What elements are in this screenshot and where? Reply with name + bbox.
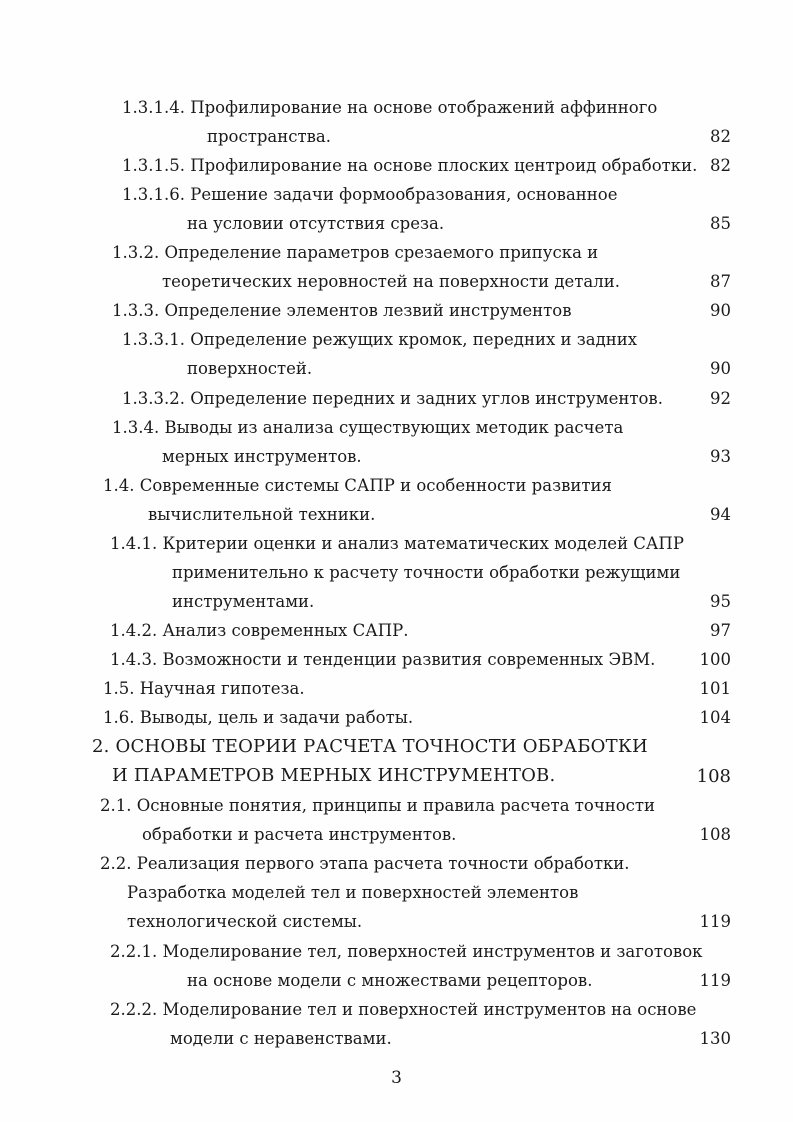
- toc-entry-1-4-3: 1.4.3. Возможности и тенденции развития современных ЭВМ.: [110, 650, 656, 669]
- toc-page-2-2: 119: [699, 912, 731, 931]
- toc-entry-1-4-1: 1.4.1. Критерии оценки и анализ математических моделей САПР: [110, 534, 684, 553]
- toc-page-1-4-2: 97: [710, 621, 731, 640]
- toc-page-1-3-3-2: 92: [710, 389, 731, 408]
- toc-entry-1-3-1-6: 1.3.1.6. Решение задачи формообразования, основанное: [122, 185, 618, 204]
- toc-entry-2-2: 2.2. Реализация первого этапа расчета точности обработки.: [100, 854, 630, 873]
- toc-entry-1-3-3-1-cont: поверхностей.: [187, 359, 313, 378]
- toc-page-1-3-1-4: 82: [710, 127, 731, 146]
- toc-entry-1-3-4-cont: мерных инструментов.: [162, 447, 362, 466]
- toc-entry-1-6: 1.6. Выводы, цель и задачи работы.: [103, 708, 414, 727]
- toc-page-1-6: 104: [699, 708, 731, 727]
- toc-page-1-4: 94: [710, 505, 731, 524]
- toc-entry-1-3-1-4-cont: пространства.: [207, 127, 331, 146]
- toc-page-1-3-3-1: 90: [710, 359, 731, 378]
- toc-entry-1-3-1-4: 1.3.1.4. Профилирование на основе отображений аффинного: [122, 98, 658, 117]
- toc-page-1-3-1-5: 82: [710, 156, 731, 175]
- toc-entry-1-4-cont: вычислительной техники.: [148, 505, 376, 524]
- toc-entry-1-3-3: 1.3.3. Определение элементов лезвий инструментов: [112, 301, 572, 320]
- toc-entry-1-4: 1.4. Современные системы САПР и особенности развития: [103, 476, 612, 495]
- toc-page-2-2-1: 119: [699, 971, 731, 990]
- toc-page-1-3-4: 93: [710, 447, 731, 466]
- toc-entry-2-2-2-cont: модели с неравенствами.: [170, 1029, 392, 1048]
- toc-page-1-3-2: 87: [710, 272, 731, 291]
- toc-entry-1-4-1-cont2: инструментами.: [172, 592, 315, 611]
- toc-entry-1-3-1-6-cont: на условии отсутствия среза.: [187, 214, 445, 233]
- toc-entry-1-4-1-cont1: применительно к расчету точности обработки режущими: [172, 563, 681, 582]
- toc-chapter-2: 2. ОСНОВЫ ТЕОРИИ РАСЧЕТА ТОЧНОСТИ ОБРАБОТКИ: [92, 736, 648, 757]
- toc-page-2: 108: [696, 766, 731, 787]
- toc-page-2-2-2: 130: [699, 1029, 731, 1048]
- toc-page-1-4-3: 100: [699, 650, 731, 669]
- toc-entry-2-2-2: 2.2.2. Моделирование тел и поверхностей инструментов на основе: [110, 1000, 697, 1019]
- toc-page-1-5: 101: [699, 679, 731, 698]
- toc-entry-1-3-1-5: 1.3.1.5. Профилирование на основе плоских центроид обработки.: [122, 156, 698, 175]
- toc-entry-1-3-4: 1.3.4. Выводы из анализа существующих методик расчета: [112, 418, 624, 437]
- toc-entry-1-3-2-cont: теоретических неровностей на поверхности детали.: [162, 272, 620, 291]
- toc-entry-1-5: 1.5. Научная гипотеза.: [103, 679, 305, 698]
- toc-page-1-3-1-6: 85: [710, 214, 731, 233]
- toc-page-1-4-1: 95: [710, 592, 731, 611]
- toc-entry-2-2-1: 2.2.1. Моделирование тел, поверхностей инструментов и заготовок: [110, 942, 703, 961]
- toc-entry-1-4-2: 1.4.2. Анализ современных САПР.: [110, 621, 409, 640]
- toc-entry-2-1: 2.1. Основные понятия, принципы и правила расчета точности: [100, 796, 656, 815]
- toc-page-2-1: 108: [699, 825, 731, 844]
- toc-chapter-2-cont: И ПАРАМЕТРОВ МЕРНЫХ ИНСТРУМЕНТОВ.: [112, 765, 556, 786]
- toc-entry-2-2-cont1: Разработка моделей тел и поверхностей элементов: [127, 883, 579, 902]
- toc-entry-1-3-3-1: 1.3.3.1. Определение режущих кромок, передних и задних: [122, 330, 638, 349]
- page-number: 3: [391, 1068, 402, 1088]
- toc-entry-2-2-cont2: технологической системы.: [127, 912, 363, 931]
- toc-page-1-3-3: 90: [710, 301, 731, 320]
- toc-entry-2-1-cont: обработки и расчета инструментов.: [142, 825, 457, 844]
- toc-entry-2-2-1-cont: на основе модели с множествами рецепторов.: [187, 971, 593, 990]
- toc-entry-1-3-2: 1.3.2. Определение параметров срезаемого припуска и: [112, 243, 599, 262]
- toc-entry-1-3-3-2: 1.3.3.2. Определение передних и задних углов инструментов.: [122, 389, 663, 408]
